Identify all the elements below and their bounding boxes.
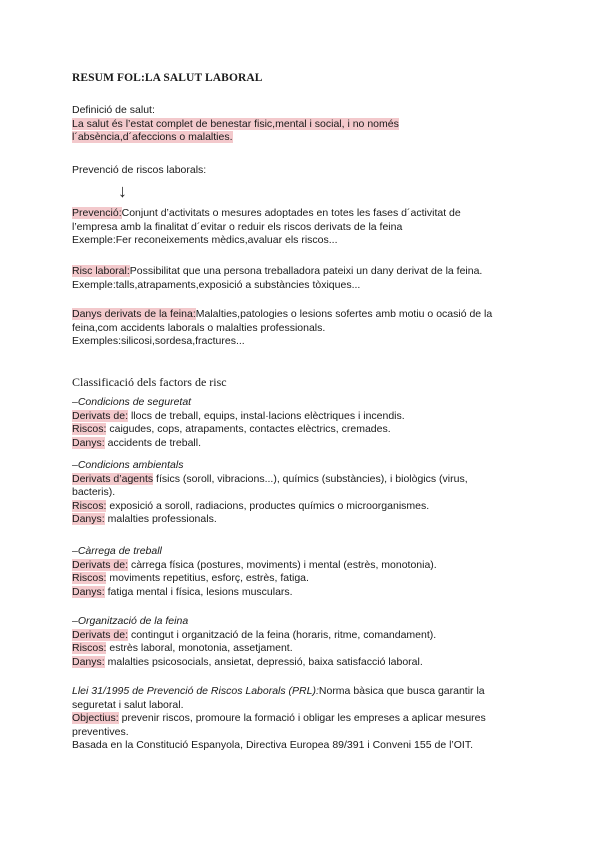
risk-example: Exemple:talls,atrapaments,exposició a substàncies tòxiques... bbox=[72, 278, 361, 291]
derived-text: contingut i organització de la feina (horaris, ritme, comandament). bbox=[128, 628, 437, 641]
prevention-term: Prevenció: bbox=[72, 207, 122, 219]
law-title: Llei 31/1995 de Prevenció de Riscos Laborals (PRL): bbox=[72, 685, 319, 697]
damages-text: accidents de treball. bbox=[104, 436, 201, 449]
damage-text-2: feina,com accidents laborals o malalties professionals. bbox=[72, 321, 326, 334]
risks-term: Riscos: bbox=[72, 499, 107, 512]
risks-text: caigudes, cops, atrapaments, contactes elèctrics, cremades. bbox=[106, 423, 391, 435]
objectives-term: Objectius: bbox=[72, 712, 119, 724]
risk-prevention-label: Prevenció de riscos laborals: bbox=[72, 164, 207, 176]
work-damage-definition bbox=[72, 308, 532, 349]
down-arrow-icon: ↓ bbox=[118, 181, 127, 201]
derived-term: Derivats de: bbox=[72, 409, 129, 422]
factor-heading: –Organització de la feina bbox=[72, 615, 189, 627]
labor-risk-definition bbox=[72, 265, 532, 292]
definition-line-1: La salut és l’estat complet de benestar fisic,mental i social, i no només bbox=[72, 117, 399, 130]
derived-text: llocs de treball, equips, instal·lacions elèctriques i incendis. bbox=[128, 409, 405, 422]
damages-term: Danys: bbox=[72, 655, 105, 668]
risk-text-1: Possibilitat que una persona treballadora pateixi un dany derivat de la feina. bbox=[129, 265, 483, 277]
law-section bbox=[72, 685, 532, 753]
risks-term: Riscos: bbox=[72, 572, 107, 584]
derived-text: càrrega física (postures, moviments) i mental (estrès, monotonia). bbox=[128, 558, 437, 571]
prevention-example: Exemple:Fer reconeixements mèdics,avaluar els riscos... bbox=[72, 234, 338, 246]
risks-term: Riscos: bbox=[72, 423, 107, 435]
factor-work-organization bbox=[72, 615, 532, 669]
health-definition bbox=[72, 104, 532, 145]
objectives-text-2: preventives. bbox=[72, 725, 129, 738]
factor-safety bbox=[72, 396, 532, 450]
document-title: RESUM FOL:LA SALUT LABORAL bbox=[72, 72, 263, 84]
damage-term: Danys derivats de la feina: bbox=[72, 308, 196, 320]
law-basis: Basada en la Constitució Espanyola, Directiva Europea 89/391 i Conveni 155 de l’OIT. bbox=[72, 739, 473, 751]
factor-heading: –Condicions de seguretat bbox=[72, 396, 192, 408]
law-text-2: seguretat i salut laboral. bbox=[72, 698, 184, 711]
risks-term: Riscos: bbox=[72, 642, 107, 654]
derived-text: físics (soroll, vibracions...), químics (substàncies), i biològics (virus, bbox=[153, 472, 468, 485]
damage-example: Exemples:silicosi,sordesa,fractures... bbox=[72, 335, 245, 347]
derived-term: Derivats d’agents bbox=[72, 472, 154, 485]
damages-term: Danys: bbox=[72, 436, 105, 449]
factor-heading: –Condicions ambientals bbox=[72, 459, 184, 471]
damage-text-1: Malalties,patologies o lesions sofertes amb motiu o ocasió de la bbox=[195, 308, 493, 320]
factor-heading: –Càrrega de treball bbox=[72, 545, 162, 557]
prevention-text-1: Conjunt d’activitats o mesures adoptades en totes les fases d´activitat de bbox=[121, 207, 461, 219]
damages-term: Danys: bbox=[72, 513, 105, 525]
definition-line-2: l´absència,d´afeccions o malalties. bbox=[72, 131, 233, 143]
derived-text-continued: bacteris). bbox=[72, 486, 116, 498]
classification-heading: Classificació dels factors de risc bbox=[72, 375, 227, 389]
prevention-text-2: l’empresa amb la finalitat d´evitar o reduir els riscos derivats de la feina bbox=[72, 220, 403, 233]
risk-term: Risc laboral: bbox=[72, 265, 130, 277]
derived-term: Derivats de: bbox=[72, 558, 129, 571]
prevention-definition bbox=[72, 207, 532, 248]
risks-text: exposició a soroll, radiacions, productes químics o microorganismes. bbox=[106, 499, 430, 512]
damages-text: malalties professionals. bbox=[104, 513, 217, 525]
damages-text: fatiga mental i física, lesions musculars. bbox=[104, 585, 293, 598]
risks-text: estrès laboral, monotonia, assetjament. bbox=[106, 642, 293, 654]
derived-term: Derivats de: bbox=[72, 628, 129, 641]
damages-term: Danys: bbox=[72, 585, 105, 598]
risks-text: moviments repetitius, esforç, estrès, fatiga. bbox=[106, 572, 309, 584]
objectives-text-1: prevenir riscos, promoure la formació i obligar les empreses a aplicar mesures bbox=[118, 712, 486, 724]
factor-environmental bbox=[72, 459, 532, 527]
factor-workload bbox=[72, 545, 532, 599]
definition-label: Definició de salut: bbox=[72, 104, 155, 116]
damages-text: malalties psicosocials, ansietat, depressió, baixa satisfacció laboral. bbox=[104, 655, 423, 668]
law-text-1: Norma bàsica que busca garantir la bbox=[318, 685, 485, 697]
